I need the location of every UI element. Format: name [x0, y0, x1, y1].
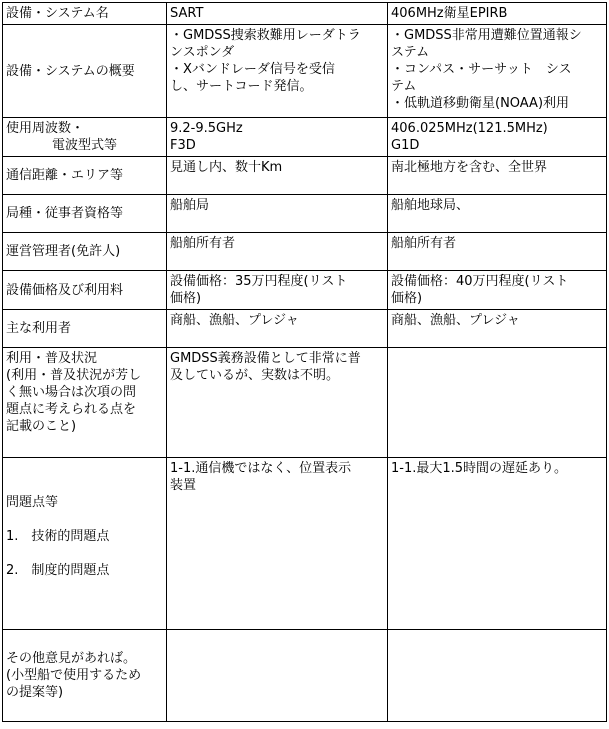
- epirb-overview-line: テム: [391, 79, 417, 94]
- label-problems-item1: 1. 技術的問題点: [6, 529, 110, 544]
- systems-comparison-table: [2, 2, 607, 722]
- row-users: [3, 310, 607, 348]
- label-users: 主な利用者: [3, 310, 167, 348]
- sart-problems-line: 1-1.通信機ではなく、位置表示: [170, 461, 352, 476]
- sart-overview-line: ンスポンダ: [170, 45, 235, 60]
- label-frequency-line2: 電波型式等: [51, 138, 117, 153]
- cell-sart-frequency: [167, 118, 388, 157]
- sart-price-line: 設備価格：35万円程度(リスト: [170, 274, 348, 289]
- row-system-name: [3, 3, 607, 25]
- label-usage-line: 記載のこと): [6, 419, 77, 434]
- label-overview: 設備・システムの概要: [3, 25, 167, 118]
- epirb-overview-line: ・コンパス・サーサット シス: [391, 62, 572, 77]
- label-system-name: 設備・システム名: [3, 3, 167, 25]
- cell-epirb-other: [388, 630, 607, 722]
- sart-overview-line: ・Xバンドレーダ信号を受信: [170, 62, 335, 77]
- cell-epirb-station: 船舶地球局、: [388, 195, 607, 233]
- cell-sart-usage: [167, 348, 388, 458]
- label-usage-line: 題点に考えられる点を: [6, 402, 137, 417]
- label-manager: 運営管理者(免許人): [3, 233, 167, 271]
- row-problems: [3, 458, 607, 630]
- label-price: 設備価格及び利用料: [3, 271, 167, 310]
- label-usage-line: 利用・普及状況: [6, 351, 98, 366]
- cell-sart-station: 船舶局: [167, 195, 388, 233]
- label-usage-line: く無い場合は次項の問: [6, 385, 137, 400]
- cell-sart-name: SART: [167, 3, 388, 25]
- cell-epirb-usage: [388, 348, 607, 458]
- cell-sart-overview: [167, 25, 388, 118]
- label-other-line: の提案等): [6, 685, 64, 700]
- sart-frequency-line: 9.2-9.5GHz: [170, 121, 243, 136]
- label-problems: [3, 458, 167, 630]
- label-other-line: その他意見があれば。: [6, 651, 137, 666]
- cell-epirb-manager: 船舶所有者: [388, 233, 607, 271]
- cell-epirb-range: 南北極地方を含む、全世界: [388, 157, 607, 195]
- epirb-price-line: 価格): [391, 291, 423, 306]
- epirb-frequency-line: 406.025MHz(121.5MHz): [391, 121, 548, 136]
- sart-overview-line: し、サートコード発信。: [170, 79, 313, 94]
- label-usage-line: (利用・普及状況が芳し: [6, 368, 142, 383]
- row-price: [3, 271, 607, 310]
- label-range: 通信距離・エリア等: [3, 157, 167, 195]
- cell-sart-price: [167, 271, 388, 310]
- label-other: [3, 630, 167, 722]
- cell-sart-manager: 船舶所有者: [167, 233, 388, 271]
- epirb-overview-line: ・GMDSS非常用遭難位置通報シ: [391, 28, 582, 43]
- label-station: 局種・従事者資格等: [3, 195, 167, 233]
- epirb-price-line: 設備価格：40万円程度(リスト: [391, 274, 569, 289]
- cell-sart-users: 商船、漁船、プレジャ: [167, 310, 388, 348]
- epirb-overview-line: ・低軌道移動衛星(NOAA)利用: [391, 96, 570, 111]
- label-usage: [3, 348, 167, 458]
- label-other-line: (小型船で使用するため: [6, 668, 142, 683]
- cell-epirb-problems: 1-1.最大1.5時間の遅延あり。: [388, 458, 607, 630]
- row-range: [3, 157, 607, 195]
- cell-epirb-price: [388, 271, 607, 310]
- row-station: [3, 195, 607, 233]
- label-problems-item2: 2. 制度的問題点: [6, 563, 110, 578]
- sart-overview-line: ・GMDSS捜索救難用レーダトラ: [170, 28, 361, 43]
- sart-usage-line: GMDSS義務設備として非常に普: [170, 351, 361, 366]
- row-frequency: [3, 118, 607, 157]
- epirb-overview-line: ステム: [391, 45, 430, 60]
- label-frequency-line1: 使用周波数・: [6, 121, 85, 136]
- row-overview: [3, 25, 607, 118]
- row-manager: [3, 233, 607, 271]
- label-problems-title: 問題点等: [6, 495, 59, 510]
- cell-epirb-overview: [388, 25, 607, 118]
- row-usage: [3, 348, 607, 458]
- cell-epirb-users: 商船、漁船、プレジャ: [388, 310, 607, 348]
- cell-epirb-name: 406MHz衛星EPIRB: [388, 3, 607, 25]
- epirb-frequency-line: G1D: [391, 138, 420, 153]
- cell-sart-other: [167, 630, 388, 722]
- row-other: [3, 630, 607, 722]
- label-frequency: [3, 118, 167, 157]
- cell-sart-range: 見通し内、数十Km: [167, 157, 388, 195]
- cell-sart-problems: [167, 458, 388, 630]
- sart-problems-line: 装置: [170, 478, 197, 493]
- sart-usage-line: 及しているが、実数は不明。: [170, 368, 340, 383]
- sart-price-line: 価格): [170, 291, 202, 306]
- cell-epirb-frequency: [388, 118, 607, 157]
- sart-frequency-line: F3D: [170, 138, 196, 153]
